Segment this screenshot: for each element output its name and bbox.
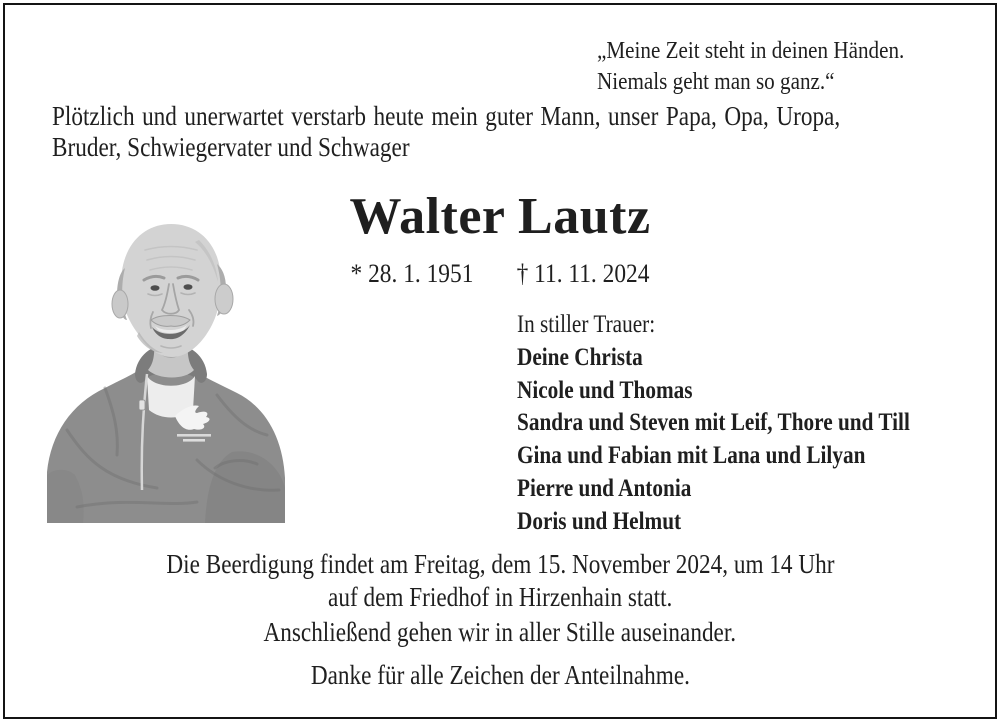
intro-line-1: Plötzlich und unerwartet verstarb heute mein guter Mann, unser Papa, Opa, Uropa, [52,101,841,131]
mourner-name: Nicole und Thomas [517,376,693,404]
life-dates [50,259,950,289]
mourner-name: Gina und Fabian mit Lana und Lilyan [517,442,866,470]
mourner-name: Deine Christa [517,343,643,371]
mourning-list [517,309,910,539]
farewell-text: Anschließend gehen wir in aller Stille auseinander. [263,617,737,647]
thanks-text: Danke für alle Zeichen der Anteilnahme. [310,660,690,690]
deceased-name: Walter Lautz [349,188,651,245]
memorial-quote [597,36,904,98]
mourner-name: Pierre und Antonia [517,474,692,502]
birth-date: * 28. 1. 1951 [350,259,474,288]
funeral-info-line-1: Die Beerdigung findet am Freitag, dem 15. November 2024, um 14 Uhr [165,549,835,579]
intro-line-2: Bruder, Schwiegervater und Schwager [52,132,410,162]
funeral-info-line-2: auf dem Friedhof in Hirzenhain statt. [327,582,673,612]
death-date: † 11. 11. 2024 [516,259,650,288]
quote-line-2: Niemals geht man so ganz.“ [597,69,835,95]
mourner-name: Doris und Helmut [517,507,682,535]
mourning-heading: In stiller Trauer: [517,311,656,338]
quote-line-1: „Meine Zeit steht in deinen Händen. [597,38,905,64]
mourner-name: Sandra und Steven mit Leif, Thore und Till [517,409,910,437]
intro-text [52,101,840,163]
